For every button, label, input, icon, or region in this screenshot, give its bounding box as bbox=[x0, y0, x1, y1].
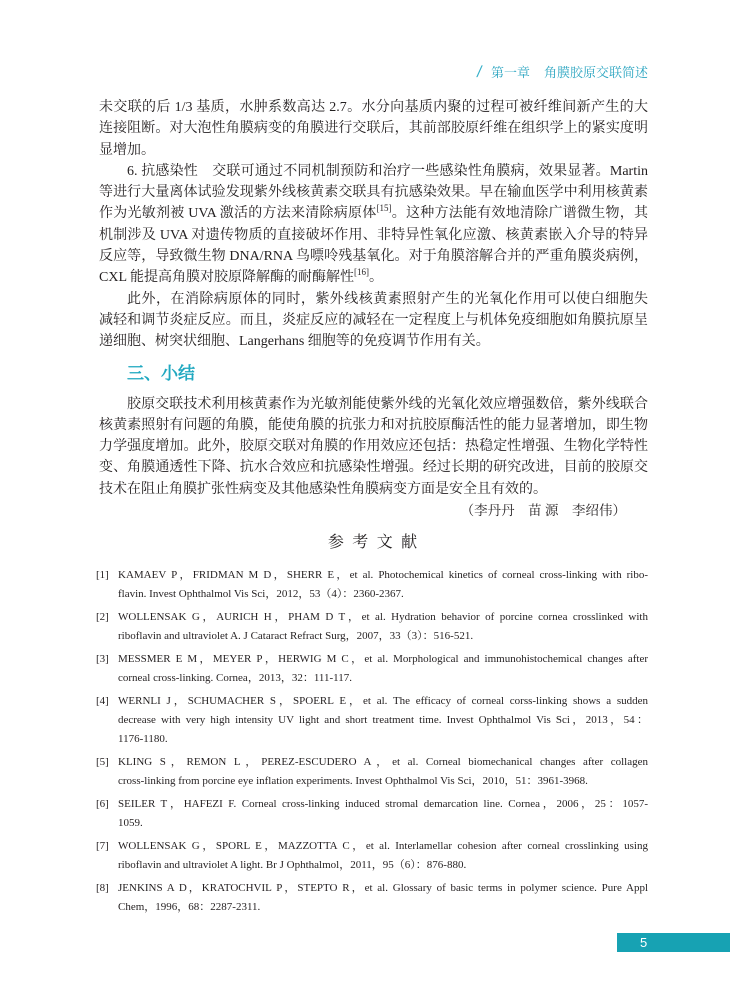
reference-line: KAMAEV P，FRIDMAN M D，SHERR E，et al. Photochemical kinetics of corneal cross-linking with ribo- bbox=[118, 569, 648, 581]
slash-ornament-icon: / bbox=[475, 64, 483, 81]
summary-paragraph bbox=[99, 394, 648, 500]
reference-line: 1176-1180. bbox=[118, 733, 168, 745]
text-line: 机制涉及 UVA 对遗传物质的直接破坏作用、非特异性氧化应激、核黄素嵌入介导的特异 bbox=[99, 227, 648, 243]
reference-line: JENKINS A D，KRATOCHVIL P，STEPTO R，et al. Glossary of basic terms in polymer science. Pure Appl bbox=[118, 882, 648, 894]
text-line: 减轻和调节炎症反应。而且，炎症反应的减轻在一定程度上与机体免疫细胞如角膜抗原呈 bbox=[99, 312, 648, 328]
reference-number: [5] bbox=[96, 756, 109, 768]
reference-item bbox=[96, 566, 648, 604]
reference-line: decrease with very high intensity UV light and short treatment time. Invest Ophthalmol Vis Sci，2013，54： bbox=[118, 714, 648, 726]
body-text bbox=[99, 97, 648, 565]
paragraph bbox=[99, 97, 648, 161]
reference-line: corneal cross-linking. Cornea，2013，32：111-117. bbox=[118, 672, 353, 684]
reference-number: [1] bbox=[96, 569, 109, 581]
reference-list bbox=[96, 566, 648, 921]
text-line bbox=[99, 267, 648, 288]
reference-number: [6] bbox=[96, 798, 109, 810]
text-line: 技术在阻止角膜扩张性病变及其他感染性角膜病变方面是安全且有效的。 bbox=[99, 481, 547, 497]
citation-16[interactable]: [16] bbox=[353, 267, 369, 278]
text-line: 核黄素照射有问题的角膜，能使角膜的抗张力和对抗胶原酶活性的能力显著增加，即生物 bbox=[99, 417, 648, 433]
reference-number: [7] bbox=[96, 840, 109, 852]
reference-number: [2] bbox=[96, 611, 109, 623]
text-line: 力学强度增加。此外，胶原交联对角膜的作用效应还包括：热稳定性增强、生物化学特性 bbox=[99, 439, 648, 455]
text-line: 连接阻断。对大泡性角膜病变的角膜进行交联后，其前部胶原纤维在组织学上的紧实度明 bbox=[99, 121, 648, 137]
reference-item bbox=[96, 692, 648, 749]
authors: （李丹丹 苗 源 李绍伟） bbox=[460, 503, 626, 519]
text-span: 。 bbox=[368, 270, 383, 286]
text-span: 。这种方法能有效地清除广谱微生物，其 bbox=[391, 206, 648, 222]
reference-line: SEILER T，HAFEZI F. Corneal cross-linking induced stromal demarcation line. Cornea，2006，25：1057- bbox=[118, 798, 648, 810]
section-heading: 三、小结 bbox=[127, 363, 195, 383]
text-line: 反应等，导致微生物 DNA/RNA 鸟嘌呤残基氧化。对于角膜溶解合并的严重角膜炎病例， bbox=[99, 249, 648, 265]
reference-line: cross-linking from porcine eye inflation experiments. Invest Ophthalmol Vis Sci，2010，51：3961-3968. bbox=[118, 775, 588, 787]
reference-item bbox=[96, 837, 648, 875]
page-number-bar bbox=[617, 933, 730, 952]
reference-line: riboflavin and ultraviolet A light. Br J Ophthalmol，2011，95（6）：876-880. bbox=[118, 859, 467, 871]
reference-line: KLING S，REMON L，PEREZ-ESCUDERO A，et al. Corneal biomechanical changes after collagen bbox=[118, 756, 648, 768]
chapter-title: 角膜胶原交联简述 bbox=[543, 65, 648, 80]
text-line: 6. 抗感染性 交联可通过不同机制预防和治疗一些感染性角膜病，效果显著。Martin bbox=[127, 163, 648, 179]
text-line: 变、角膜通透性下降、抗水合效应和抗感染性增强。经过长期的研究改进，目前的胶原交 bbox=[99, 460, 648, 476]
reference-line: MESSMER E M，MEYER P，HERWIG M C，et al. Morphological and immunohistochemical changes after bbox=[118, 653, 648, 665]
reference-number: [8] bbox=[96, 882, 109, 894]
text-span: CXL 能提高角膜对胶原降解酶的耐酶解性 bbox=[99, 270, 354, 286]
chapter-number: 第一章 bbox=[490, 65, 530, 80]
text-line: 等进行大量离体试验发现紫外线核黄素交联具有抗感染效果。早在输血医学中利用核黄素 bbox=[99, 185, 648, 201]
text-span: 作为光敏剂被 UVA 激活的方法来清除病原体 bbox=[99, 206, 377, 222]
reference-line: WERNLI J，SCHUMACHER S，SPOERL E，et al. The efficacy of corneal corss-linking shows a sudden bbox=[118, 695, 648, 707]
references-title: 参 考 文 献 bbox=[327, 534, 420, 552]
running-header bbox=[477, 62, 648, 82]
reference-item bbox=[96, 608, 648, 646]
paragraph-anti-infection bbox=[99, 161, 648, 289]
reference-item bbox=[96, 650, 648, 688]
reference-line: Chem，1996，68：2287-2311. bbox=[118, 901, 261, 913]
text-line bbox=[99, 203, 648, 224]
reference-line: riboflavin and ultraviolet A. J Cataract Refract Surg，2007，33（3）：516-521. bbox=[118, 630, 474, 642]
paragraph bbox=[99, 289, 648, 353]
reference-line: WOLLENSAK G，SPORL E，MAZZOTTA C，et al. Interlamellar cohesion after corneal crosslinking using bbox=[118, 840, 648, 852]
reference-number: [4] bbox=[96, 695, 109, 707]
text-line: 递细胞、树突状细胞、Langerhans 细胞等的免疫调节作用有关。 bbox=[99, 334, 490, 350]
text-line: 胶原交联技术利用核黄素作为光敏剂能使紫外线的光氧化效应增强数倍，紫外线联合 bbox=[127, 396, 648, 412]
reference-item bbox=[96, 795, 648, 833]
reference-line: 1059. bbox=[118, 817, 143, 829]
text-line: 此外，在消除病原体的同时，紫外线核黄素照射产生的光氧化作用可以使白细胞失 bbox=[127, 291, 648, 307]
reference-line: WOLLENSAK G，AURICH H，PHAM D T，et al. Hydration behavior of porcine cornea crosslinked with bbox=[118, 611, 648, 623]
page-number: 5 bbox=[640, 935, 648, 950]
text-line: 未交联的后 1/3 基质，水肿系数高达 2.7。水分向基质内聚的过程可被纤维间新产生的大 bbox=[99, 100, 648, 115]
citation-15[interactable]: [15] bbox=[376, 203, 392, 214]
reference-line: flavin. Invest Ophthalmol Vis Sci，2012，53（4）：2360-2367. bbox=[118, 588, 404, 600]
reference-item bbox=[96, 753, 648, 791]
text-line: 显增加。 bbox=[99, 142, 155, 158]
reference-item bbox=[96, 879, 648, 917]
reference-number: [3] bbox=[96, 653, 109, 665]
